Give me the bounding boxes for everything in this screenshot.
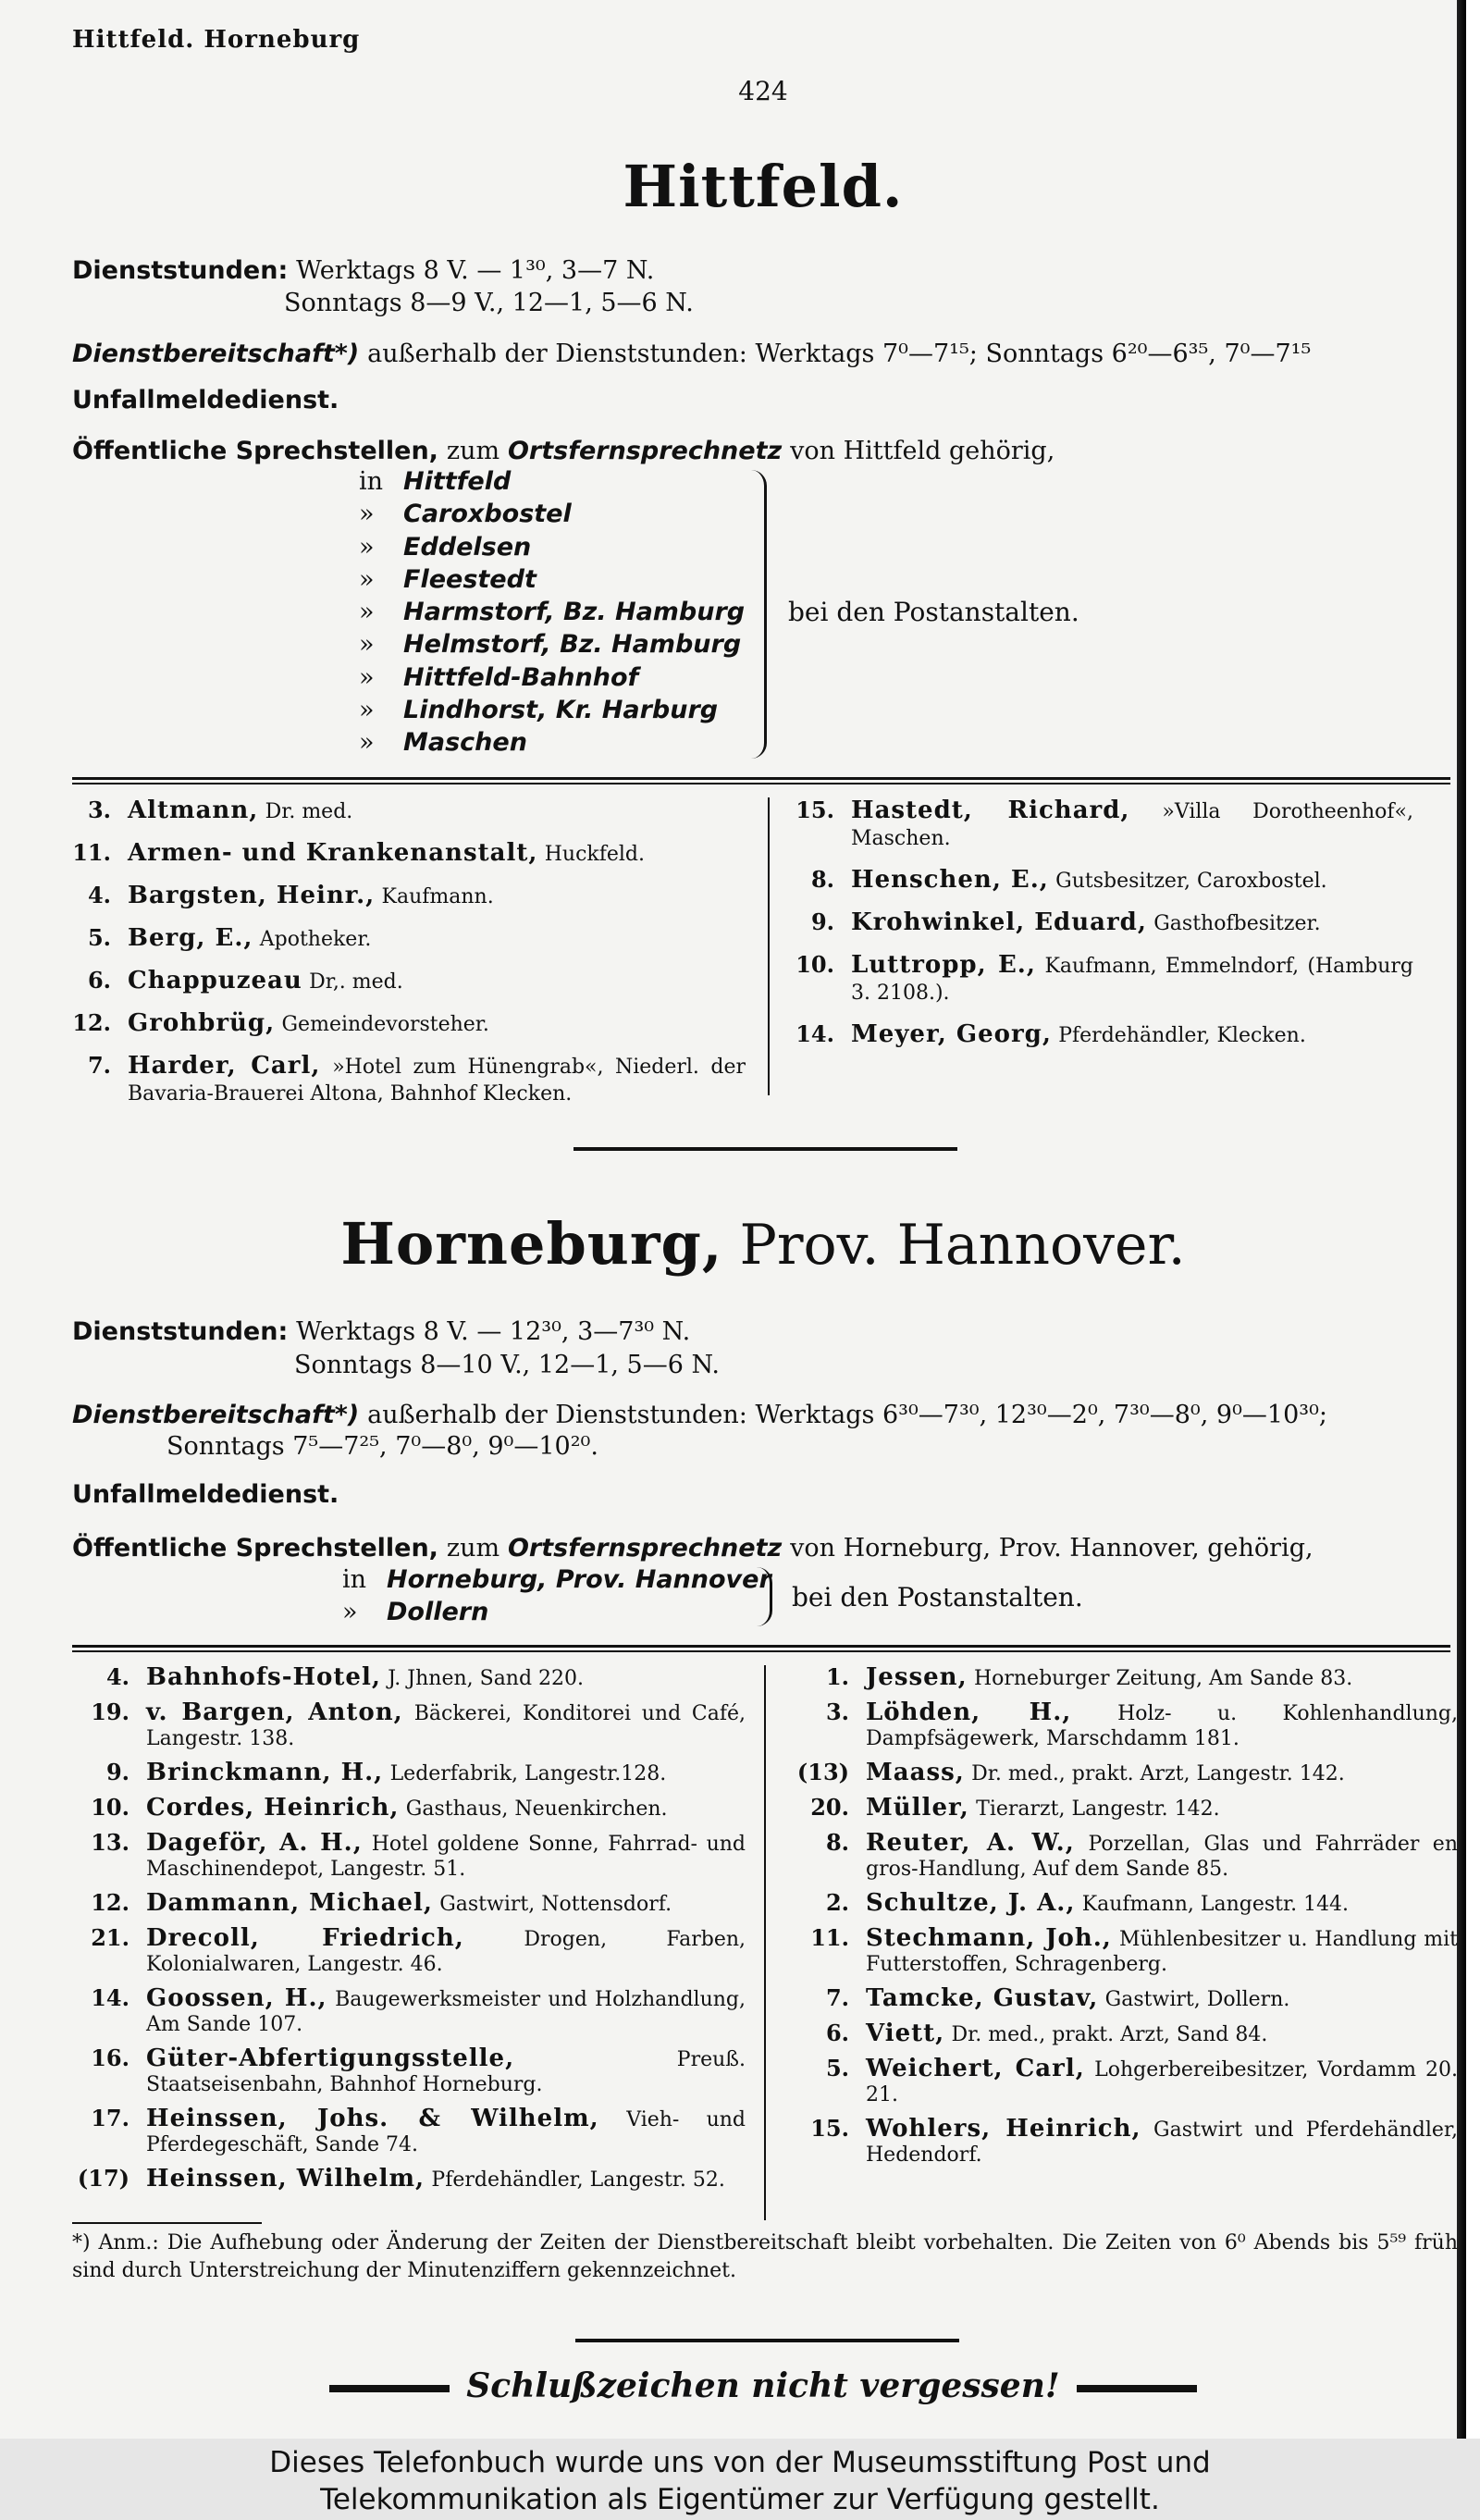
- hittfeld-column-divider: [768, 797, 770, 1095]
- hittfeld-brace-label: bei den Postanstalten.: [788, 597, 1079, 627]
- dienststunden-weekday: Werktags 8 V. — 12³⁰, 3—7³⁰ N.: [296, 1317, 691, 1346]
- list-item: 3. Löhden, H., Holz- u. Kohlenhandlung, Dampfsägewerk, Marschdamm 181.: [825, 1699, 1458, 1750]
- horneburg-brace-label: bei den Postanstalten.: [792, 1582, 1083, 1612]
- list-item: 5. Berg, E., Apotheker.: [87, 924, 372, 952]
- horneburg-place-list: [342, 1563, 771, 1629]
- hittfeld-bereitschaft: [72, 338, 1311, 368]
- dienststunden-label: Dienststunden:: [72, 1317, 289, 1346]
- list-item: 20. Müller, Tierarzt, Langestr. 142.: [810, 1794, 1220, 1822]
- hittfeld-dienststunden: [72, 254, 654, 285]
- list-item: 11. Armen- und Krankenanstalt, Huckfeld.: [72, 839, 645, 867]
- place-row: » Dollern: [342, 1598, 489, 1627]
- place-row: » Maschen: [359, 728, 527, 758]
- dienststunden-sunday: Sonntags 8—9 V., 12—1, 5—6 N.: [284, 289, 694, 317]
- footnote: *) Anm.: Die Aufhebung oder Änderung der Zeiten der Dienstbereitschaft bleibt vorbehalten. Die Zeiten von 6⁰ Abends bis 5⁵⁹ früh sind durch Unterstreichung der Minutenziffern gekennzeichnet.: [72, 2231, 1458, 2282]
- banner-line-2: Telekommunikation als Eigentümer zur Verfügung gestellt.: [320, 2483, 1160, 2516]
- bereitschaft-label: Dienstbereitschaft*): [72, 1401, 360, 1429]
- list-item: 13. Dageför, A. H., Hotel goldene Sonne, Fahrrad- und Maschinendepot, Langestr. 51.: [91, 1829, 746, 1881]
- sprechstellen-netz: Ortsfernsprechnetz: [507, 1534, 783, 1563]
- horneburg-bereitschaft: [72, 1399, 1327, 1429]
- list-item: 21. Drecoll, Friedrich, Drogen, Farben, Kolonialwaren, Langestr. 46.: [91, 1924, 746, 1976]
- horneburg-right-column: [792, 1665, 1458, 2177]
- place-row: in Hittfeld: [359, 467, 512, 496]
- sprechstellen-label: Öffentliche Sprechstellen,: [72, 437, 438, 465]
- place-row: » Harmstorf, Bz. Hamburg: [359, 598, 746, 627]
- sprechstellen-netz: Ortsfernsprechnetz: [507, 437, 783, 465]
- list-item: 3. Altmann, Dr. med.: [87, 797, 353, 824]
- horneburg-dienststunden: [72, 1316, 690, 1346]
- hittfeld-left-column: [54, 797, 746, 1122]
- list-item: 10. Cordes, Heinrich, Gasthaus, Neuenkirchen.: [91, 1794, 668, 1822]
- left-bar: [329, 2385, 450, 2392]
- list-item: 17. Heinssen, Johs. & Wilhelm, Vieh- und Pferdegeschäft, Sande 74.: [91, 2105, 746, 2156]
- list-item: 8. Reuter, A. W., Porzellan, Glas und Fahrräder en gros-Handlung, Auf dem Sande 85.: [825, 1829, 1458, 1881]
- bereitschaft-text2: Sonntags 7⁵—7²⁵, 7⁰—8⁰, 9⁰—10²⁰.: [166, 1432, 598, 1461]
- sprechstellen-label: Öffentliche Sprechstellen,: [72, 1534, 438, 1563]
- hittfeld-title-text: Hittfeld.: [623, 153, 904, 220]
- dienststunden-sunday: Sonntags 8—10 V., 12—1, 5—6 N.: [294, 1351, 720, 1379]
- closing-reminder: [0, 2366, 1480, 2405]
- place-row: » Lindhorst, Kr. Harburg: [359, 696, 719, 725]
- sprechstellen-zum: zum: [446, 1534, 500, 1563]
- list-item: 12. Dammann, Michael, Gastwirt, Nottensdorf.: [91, 1889, 672, 1917]
- sprechstellen-rest: von Hittfeld gehörig,: [790, 437, 1055, 465]
- list-item: 7. Harder, Carl, »Hotel zum Hünengrab«, Niederl. der Bavaria-Brauerei Altona, Bahnhof Klecken.: [87, 1052, 746, 1106]
- hittfeld-sprechstellen: [72, 435, 1054, 465]
- hittfeld-unfall: [72, 384, 339, 414]
- horneburg-left-column: [72, 1665, 746, 2202]
- list-item: 9. Brinckmann, H., Lederfabrik, Langestr.128.: [105, 1759, 667, 1786]
- bereitschaft-text: außerhalb der Dienststunden: Werktags 6³⁰—7³⁰, 12³⁰—2⁰, 7³⁰—8⁰, 9⁰—10³⁰;: [367, 1401, 1328, 1429]
- list-item: 8. Henschen, E., Gutsbesitzer, Caroxbostel.: [810, 866, 1327, 894]
- ownership-banner: [0, 2439, 1480, 2520]
- list-item: 10. Luttropp, E., Kaufmann, Emmelndorf, (Hamburg 3. 2108.).: [796, 951, 1413, 1005]
- right-bar: [1077, 2385, 1197, 2392]
- place-row: » Hittfeld-Bahnhof: [359, 662, 639, 692]
- list-item: 5. Weichert, Carl, Lohgerbereibesitzer, Vordamm 20. 21.: [825, 2055, 1458, 2106]
- list-item: 2. Schultze, J. A., Kaufmann, Langestr. 144.: [825, 1889, 1350, 1917]
- place-row: » Caroxbostel: [359, 500, 572, 529]
- unfall-label: Unfallmeldedienst.: [72, 386, 339, 414]
- list-item: 19. v. Bargen, Anton, Bäckerei, Konditorei und Café, Langestr. 138.: [91, 1699, 746, 1750]
- list-item: 14. Goossen, H., Baugewerksmeister und Holzhandlung, Am Sande 107.: [91, 1984, 746, 2036]
- bereitschaft-text: außerhalb der Dienststunden: Werktags 7⁰—7¹⁵; Sonntags 6²⁰—6³⁵, 7⁰—7¹⁵: [367, 340, 1312, 368]
- horneburg-brace: [757, 1567, 772, 1626]
- sprechstellen-zum: zum: [446, 437, 500, 465]
- hittfeld-brace: [751, 470, 767, 759]
- horneburg-title-text: Horneburg,: [340, 1210, 723, 1278]
- hittfeld-title: [0, 153, 1480, 220]
- list-item: (13) Maass, Dr. med., prakt. Arzt, Langestr. 142.: [796, 1759, 1345, 1786]
- horneburg-rule-top2: [72, 1650, 1450, 1652]
- hittfeld-dienststunden-sunday: [284, 287, 694, 317]
- dienststunden-weekday: Werktags 8 V. — 1³⁰, 3—7 N.: [296, 256, 655, 285]
- hittfeld-rule-top2: [72, 783, 1450, 784]
- list-item: 6. Chappuzeau Dr,. med.: [87, 967, 403, 994]
- section-separator: [574, 1147, 957, 1151]
- place-row: in Horneburg, Prov. Hannover: [342, 1565, 771, 1594]
- list-item: 11. Stechmann, Joh., Mühlenbesitzer u. Handlung mit Futterstoffen, Schragenberg.: [810, 1924, 1458, 1976]
- place-row: » Helmstorf, Bz. Hamburg: [359, 630, 742, 660]
- list-item: 16. Güter-Abfertigungsstelle, Preuß. Staatseisenbahn, Bahnhof Horneburg.: [91, 2044, 746, 2096]
- horneburg-rule-top: [72, 1645, 1450, 1648]
- banner-line-1: Dieses Telefonbuch wurde uns von der Museumsstiftung Post und: [269, 2446, 1211, 2479]
- page-number: 424: [738, 76, 788, 106]
- place-row: » Fleestedt: [359, 564, 536, 594]
- horneburg-sprechstellen: [72, 1532, 1314, 1563]
- footnote-rule: [72, 2222, 262, 2224]
- list-item: 9. Krohwinkel, Eduard, Gasthofbesitzer.: [810, 908, 1321, 936]
- unfall-label: Unfallmeldedienst.: [72, 1480, 339, 1509]
- closing-text: Schlußzeichen nicht vergessen!: [466, 2366, 1060, 2405]
- list-item: 1. Jessen, Horneburger Zeitung, Am Sande 83.: [825, 1663, 1353, 1691]
- list-item: 14. Meyer, Georg, Pferdehändler, Klecken.: [796, 1020, 1306, 1048]
- horneburg-subtitle: Prov. Hannover.: [739, 1213, 1186, 1278]
- hittfeld-place-list: [359, 465, 745, 760]
- list-item: 4. Bahnhofs-Hotel, J. Jhnen, Sand 220.: [105, 1663, 585, 1691]
- hittfeld-rule-top: [72, 777, 1450, 780]
- running-head: Hittfeld. Horneburg: [72, 26, 361, 54]
- list-item: (17) Heinssen, Wilhelm, Pferdehändler, Langestr. 52.: [77, 2165, 725, 2193]
- closing-separator: [575, 2339, 959, 2342]
- hittfeld-right-column: [777, 797, 1413, 1064]
- bereitschaft-label: Dienstbereitschaft*): [72, 340, 360, 368]
- list-item: 6. Viett, Dr. med., prakt. Arzt, Sand 84.: [825, 2020, 1268, 2047]
- list-item: 4. Bargsten, Heinr., Kaufmann.: [87, 882, 494, 909]
- dienststunden-label: Dienststunden:: [72, 256, 289, 285]
- horneburg-unfall: [72, 1478, 339, 1509]
- horneburg-bereitschaft-2: [166, 1430, 598, 1461]
- horneburg-dienststunden-sunday: [294, 1349, 720, 1379]
- list-item: 12. Grohbrüg, Gemeindevorsteher.: [72, 1009, 489, 1037]
- sprechstellen-rest: von Horneburg, Prov. Hannover, gehörig,: [790, 1534, 1314, 1563]
- list-item: 15. Hastedt, Richard, »Villa Dorotheenhof«, Maschen.: [796, 797, 1413, 850]
- place-row: » Eddelsen: [359, 532, 532, 562]
- horneburg-column-divider: [764, 1665, 766, 2220]
- horneburg-title: [0, 1210, 1480, 1278]
- list-item: 15. Wohlers, Heinrich, Gastwirt und Pferdehändler, Hedendorf.: [810, 2115, 1458, 2167]
- list-item: 7. Tamcke, Gustav, Gastwirt, Dollern.: [825, 1984, 1290, 2012]
